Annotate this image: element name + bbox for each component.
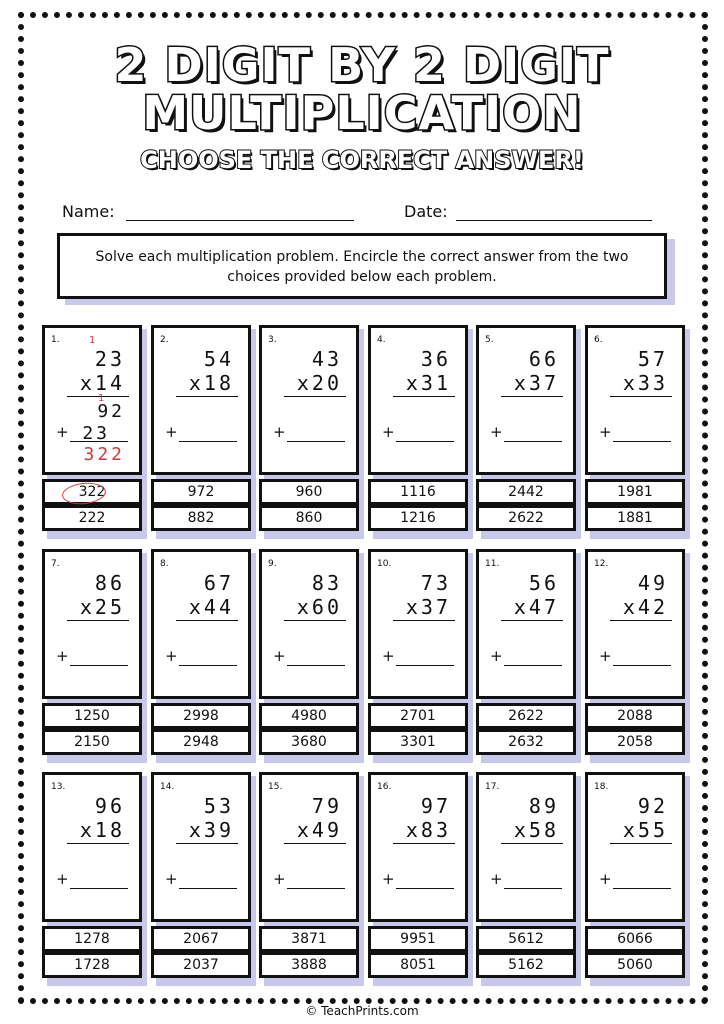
answer-choice[interactable]: [259, 505, 359, 531]
answer-choice[interactable]: [368, 505, 468, 531]
multiplier: x37: [405, 595, 451, 619]
choice-text: 4980: [291, 708, 327, 724]
sum-line: [179, 441, 237, 442]
multiplicand: 73: [420, 571, 451, 595]
choice-text: 2998: [183, 708, 219, 724]
sum-line: [287, 665, 345, 666]
sum-line: [504, 665, 562, 666]
answer-choice[interactable]: [585, 926, 685, 952]
product-line: [393, 396, 455, 397]
choice-text: 1250: [74, 708, 110, 724]
product-line: [284, 396, 346, 397]
multiplicand: 79: [311, 794, 342, 818]
problem-number: 12.: [594, 559, 609, 569]
answer-choice[interactable]: [368, 479, 468, 505]
multiplicand: 67: [203, 571, 234, 595]
choice-text: 322: [78, 484, 106, 500]
date-field: [404, 202, 448, 221]
name-write-line[interactable]: [126, 220, 354, 221]
partial-product-2: 23: [82, 423, 110, 444]
problem-work-area[interactable]: [259, 325, 359, 475]
sum-line: [396, 665, 454, 666]
plus-sign: +: [599, 870, 612, 888]
multiplier: x55: [622, 818, 668, 842]
product-line: [393, 843, 455, 844]
instructions-box: Solve each multiplication problem. Encircle the correct answer from the two choices provided below each problem.: [57, 233, 667, 299]
problem-work-area[interactable]: [368, 772, 468, 922]
choice-text: 1216: [400, 510, 436, 526]
sum-line: [613, 888, 671, 889]
answer-choice[interactable]: [151, 952, 251, 978]
problem-number: 7.: [51, 559, 60, 569]
plus-sign: +: [56, 870, 69, 888]
problem-work-area[interactable]: [368, 325, 468, 475]
choice-text: 3680: [291, 734, 327, 750]
problem-number: 9.: [268, 559, 277, 569]
problem-work-area[interactable]: [476, 772, 576, 922]
plus-sign: +: [165, 423, 178, 441]
choice-text: 6066: [617, 931, 653, 947]
plus-sign: +: [273, 870, 286, 888]
plus-sign: +: [382, 423, 395, 441]
answer-choice[interactable]: [368, 952, 468, 978]
multiplier: x37: [513, 371, 559, 395]
multiplier: x33: [622, 371, 668, 395]
plus-sign: +: [56, 647, 69, 665]
product-line: [393, 620, 455, 621]
choice-text: 5162: [508, 957, 544, 973]
sum-line: [179, 665, 237, 666]
choice-text: 222: [78, 510, 106, 526]
multiplier: x44: [188, 595, 234, 619]
plus-sign: +: [599, 647, 612, 665]
multiplier: x42: [622, 595, 668, 619]
choice-text: 5612: [508, 931, 544, 947]
problem-number: 16.: [377, 782, 392, 792]
problem-work-area[interactable]: [259, 549, 359, 699]
multiplier: x20: [296, 371, 342, 395]
multiplier: x39: [188, 818, 234, 842]
sum-line: [70, 888, 128, 889]
choice-text: 2088: [617, 708, 653, 724]
product-line: [176, 620, 238, 621]
choice-text: 2067: [183, 931, 219, 947]
choice-text: 5060: [617, 957, 653, 973]
problem-number: 18.: [594, 782, 609, 792]
sum-line: [287, 888, 345, 889]
plus-sign: +: [490, 423, 503, 441]
multiplicand: 83: [311, 571, 342, 595]
choice-text: 972: [187, 484, 215, 500]
problem-number: 10.: [377, 559, 392, 569]
multiplier: x25: [79, 595, 125, 619]
multiplicand: 96: [94, 794, 125, 818]
product-line: [501, 843, 563, 844]
multiplicand: 54: [203, 347, 234, 371]
answer-choice[interactable]: [42, 479, 142, 505]
choice-text: 1278: [74, 931, 110, 947]
plus-sign: +: [165, 647, 178, 665]
product-line: [67, 620, 129, 621]
answer-choice[interactable]: [259, 952, 359, 978]
problem-work-area[interactable]: [151, 772, 251, 922]
sum-line: [613, 665, 671, 666]
multiplier: x18: [188, 371, 234, 395]
problem-number: 6.: [594, 335, 603, 345]
footer-credit: © TeachPrints.com: [305, 1004, 419, 1018]
sum-line: [287, 441, 345, 442]
multiplier: x49: [296, 818, 342, 842]
problem-work-area[interactable]: [476, 549, 576, 699]
problem-work-area[interactable]: [368, 549, 468, 699]
problem-work-area[interactable]: [151, 549, 251, 699]
multiplicand: 57: [637, 347, 668, 371]
answer-choice[interactable]: [368, 926, 468, 952]
answer-choice[interactable]: [151, 479, 251, 505]
problem-work-area[interactable]: [476, 325, 576, 475]
choice-text: 8051: [400, 957, 436, 973]
product-line: [67, 843, 129, 844]
partial-product-1: 92: [97, 401, 125, 422]
multiplier: x18: [79, 818, 125, 842]
choice-text: 2948: [183, 734, 219, 750]
title-line-2: MULTIPLICATION: [142, 86, 582, 140]
date-label: Date:: [404, 202, 448, 221]
multiplicand: 56: [528, 571, 559, 595]
answer-choice[interactable]: [259, 926, 359, 952]
answer-choice[interactable]: [151, 703, 251, 729]
multiplier: x60: [296, 595, 342, 619]
choice-text: 9951: [400, 931, 436, 947]
choice-text: 860: [295, 510, 323, 526]
choice-text: 2701: [400, 708, 436, 724]
answer-choice[interactable]: [259, 703, 359, 729]
answer-choice[interactable]: [42, 505, 142, 531]
problem-work-area[interactable]: [585, 772, 685, 922]
problem-work-area[interactable]: [151, 325, 251, 475]
example-answer: 322: [83, 444, 125, 465]
title-line-1: 2 DIGIT BY 2 DIGIT: [114, 38, 610, 92]
choice-text: 882: [187, 510, 215, 526]
sum-line: [504, 441, 562, 442]
multiplier: x58: [513, 818, 559, 842]
answer-choice[interactable]: [476, 952, 576, 978]
product-line: [501, 396, 563, 397]
plus-sign: +: [599, 423, 612, 441]
name-label: Name:: [62, 202, 115, 221]
problem-work-area[interactable]: [42, 325, 142, 475]
product-line: [176, 396, 238, 397]
choice-text: 3888: [291, 957, 327, 973]
answer-choice[interactable]: [476, 729, 576, 755]
choice-text: 1981: [617, 484, 653, 500]
problem-work-area[interactable]: [585, 325, 685, 475]
choice-text: 1881: [617, 510, 653, 526]
name-field: [62, 202, 115, 221]
problem-number: 1.: [51, 335, 60, 345]
answer-choice[interactable]: [585, 729, 685, 755]
choice-text: 2150: [74, 734, 110, 750]
multiplier: x14: [79, 371, 125, 395]
multiplicand: 89: [528, 794, 559, 818]
multiplicand: 86: [94, 571, 125, 595]
problem-number: 2.: [160, 335, 169, 345]
answer-choice[interactable]: [368, 703, 468, 729]
choice-text: 2037: [183, 957, 219, 973]
problem-work-area[interactable]: [42, 772, 142, 922]
multiplier: x31: [405, 371, 451, 395]
answer-choice[interactable]: [585, 479, 685, 505]
plus-sign: +: [165, 870, 178, 888]
problem-number: 8.: [160, 559, 169, 569]
sum-line: [504, 888, 562, 889]
problem-number: 17.: [485, 782, 500, 792]
product-line: [610, 843, 672, 844]
sum-line: [396, 441, 454, 442]
answer-choice[interactable]: [476, 926, 576, 952]
choice-text: 1728: [74, 957, 110, 973]
multiplicand: 43: [311, 347, 342, 371]
multiplicand: 97: [420, 794, 451, 818]
answer-choice[interactable]: [151, 926, 251, 952]
sum-line: [70, 665, 128, 666]
problem-work-area[interactable]: [42, 549, 142, 699]
answer-choice[interactable]: [42, 703, 142, 729]
problem-number: 11.: [485, 559, 500, 569]
multiplicand: 53: [203, 794, 234, 818]
product-line: [176, 843, 238, 844]
plus-sign: +: [382, 647, 395, 665]
product-line: [284, 843, 346, 844]
answer-choice[interactable]: [151, 505, 251, 531]
problem-number: 13.: [51, 782, 66, 792]
answer-choice[interactable]: [42, 729, 142, 755]
choice-text: 2622: [508, 708, 544, 724]
answer-choice[interactable]: [585, 952, 685, 978]
multiplicand: 23: [94, 347, 125, 371]
answer-choice[interactable]: [585, 703, 685, 729]
choice-text: 2058: [617, 734, 653, 750]
date-write-line[interactable]: [456, 220, 652, 221]
plus-sign: +: [273, 647, 286, 665]
multiplicand: 36: [420, 347, 451, 371]
encircle-mark: [61, 481, 107, 506]
product-line: [501, 620, 563, 621]
plus-sign: +: [273, 423, 286, 441]
answer-choice[interactable]: [476, 479, 576, 505]
choice-text: 2632: [508, 734, 544, 750]
problem-number: 15.: [268, 782, 283, 792]
sum-line: [396, 888, 454, 889]
plus-sign: +: [382, 870, 395, 888]
answer-choice[interactable]: [259, 479, 359, 505]
problem-number: 4.: [377, 335, 386, 345]
answer-choice[interactable]: [259, 729, 359, 755]
choice-text: 2442: [508, 484, 544, 500]
carry-digit: 1: [89, 335, 96, 346]
multiplicand: 66: [528, 347, 559, 371]
multiplicand: 92: [637, 794, 668, 818]
problem-number: 14.: [160, 782, 175, 792]
choice-text: 3301: [400, 734, 436, 750]
answer-choice[interactable]: [368, 729, 468, 755]
product-line: [610, 620, 672, 621]
plus-sign: +: [56, 423, 69, 441]
choice-text: 960: [295, 484, 323, 500]
problem-work-area[interactable]: [585, 549, 685, 699]
answer-choice[interactable]: [151, 729, 251, 755]
multiplier: x47: [513, 595, 559, 619]
multiplicand: 49: [637, 571, 668, 595]
sum-line: [179, 888, 237, 889]
choice-text: 1116: [400, 484, 436, 500]
problem-work-area[interactable]: [259, 772, 359, 922]
plus-sign: +: [490, 647, 503, 665]
answer-choice[interactable]: [42, 952, 142, 978]
choice-text: 3871: [291, 931, 327, 947]
choice-text: 2622: [508, 510, 544, 526]
answer-choice[interactable]: [585, 505, 685, 531]
problem-number: 3.: [268, 335, 277, 345]
multiplier: x83: [405, 818, 451, 842]
product-line: [284, 620, 346, 621]
subtitle: CHOOSE THE CORRECT ANSWER!: [140, 146, 584, 174]
plus-sign: +: [490, 870, 503, 888]
sum-line: [613, 441, 671, 442]
answer-choice[interactable]: [476, 505, 576, 531]
product-line: [610, 396, 672, 397]
answer-choice[interactable]: [476, 703, 576, 729]
problem-number: 5.: [485, 335, 494, 345]
carry-digit: 1: [98, 393, 105, 404]
answer-choice[interactable]: [42, 926, 142, 952]
